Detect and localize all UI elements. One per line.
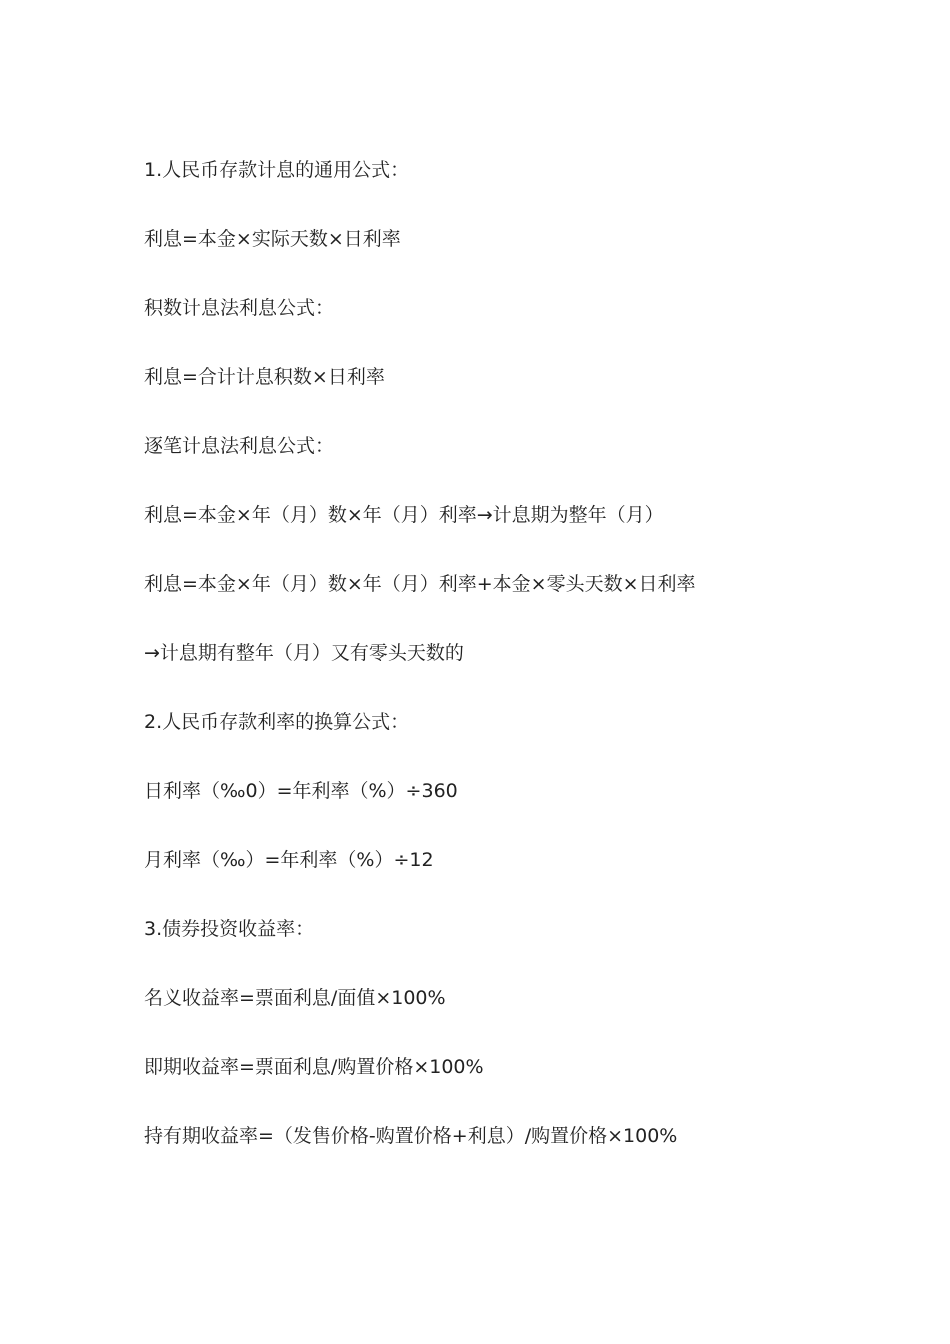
section-heading-bond-yield: 3.债券投资收益率： xyxy=(144,918,315,940)
subheading-per-transaction-method: 逐笔计息法利息公式： xyxy=(144,435,335,457)
formula-mixed-period-note: →计息期有整年（月）又有零头天数的 xyxy=(144,642,464,664)
formula-accumulation-interest: 利息=合计计息积数×日利率 xyxy=(144,366,385,388)
formula-basic-interest: 利息=本金×实际天数×日利率 xyxy=(144,228,401,250)
formula-monthly-rate: 月利率（‰）=年利率（%）÷12 xyxy=(144,849,434,871)
formula-nominal-yield: 名义收益率=票面利息/面值×100% xyxy=(144,987,446,1009)
subheading-accumulation-method: 积数计息法利息公式： xyxy=(144,297,335,319)
formula-whole-period-interest: 利息=本金×年（月）数×年（月）利率→计息期为整年（月） xyxy=(144,504,664,526)
formula-holding-period-yield: 持有期收益率=（发售价格-购置价格+利息）/购置价格×100% xyxy=(144,1125,678,1147)
formula-daily-rate: 日利率（‰0）=年利率（%）÷360 xyxy=(144,780,458,802)
formula-current-yield: 即期收益率=票面利息/购置价格×100% xyxy=(144,1056,484,1078)
section-heading-rate-conversion: 2.人民币存款利率的换算公式： xyxy=(144,711,410,733)
formula-mixed-period-interest: 利息=本金×年（月）数×年（月）利率+本金×零头天数×日利率 xyxy=(144,573,696,595)
section-heading-deposit-interest: 1.人民币存款计息的通用公式： xyxy=(144,159,410,181)
